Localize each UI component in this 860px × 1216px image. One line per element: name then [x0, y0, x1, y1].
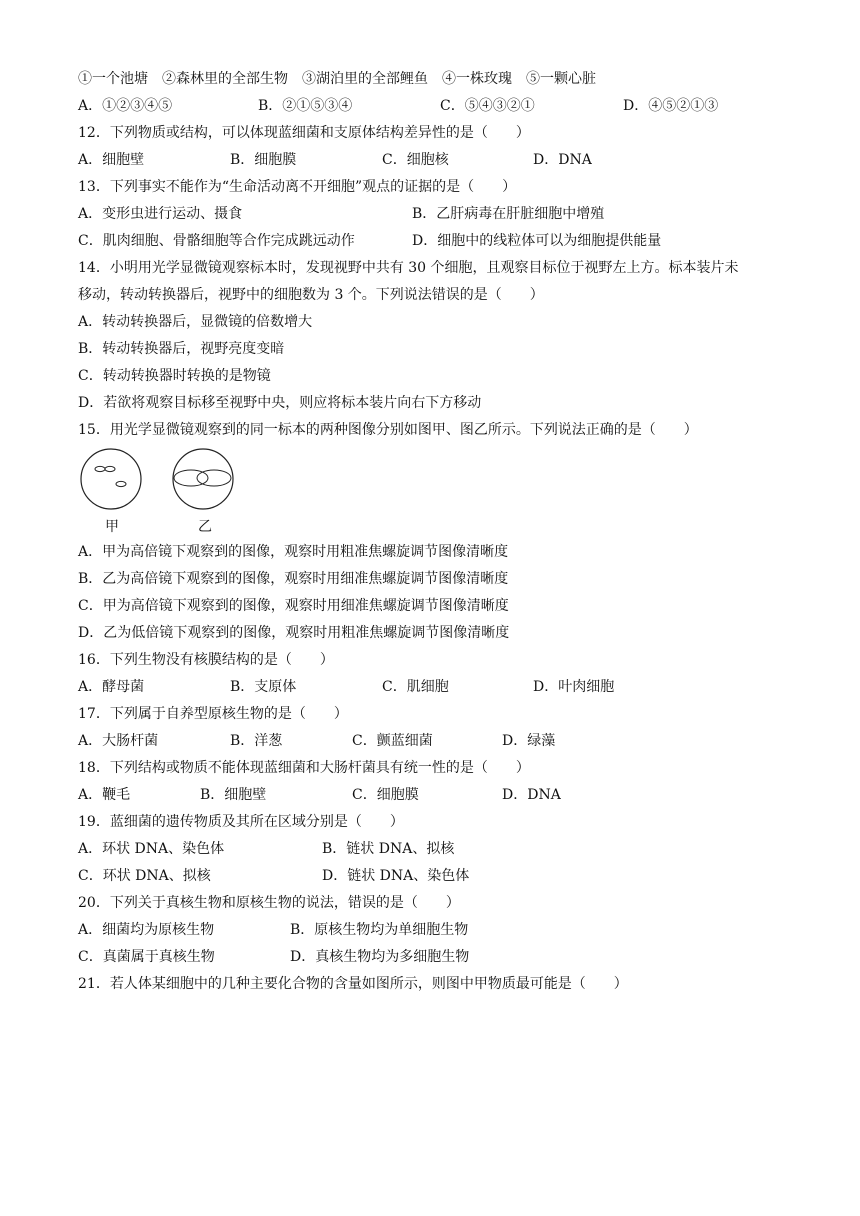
q12-option-c: C．细胞核 [382, 152, 449, 168]
q20-option-a: A．细菌均为原核生物 [78, 922, 215, 938]
q17-option-c: C．颤蓝细菌 [352, 733, 433, 749]
q20-option-c: C．真菌属于真核生物 [78, 949, 215, 965]
q11-option-d: D．④⑤②①③ [623, 98, 719, 114]
q13-option-b: B．乙肝病毒在肝脏细胞中增殖 [412, 206, 605, 222]
q13-option-d: D．细胞中的线粒体可以为细胞提供能量 [412, 233, 662, 249]
q16-option-a: A．酵母菌 [78, 679, 145, 695]
q13-stem: 13．下列事实不能作为“生命活动离不开细胞”观点的证据的是（ ） [78, 179, 517, 195]
q11-option-b: B．②①⑤③④ [258, 98, 353, 114]
q14-option-b: B．转动转换器后，视野亮度变暗 [78, 341, 285, 357]
q16-stem: 16．下列生物没有核膜结构的是（ ） [78, 652, 334, 668]
q12-option-a: A．细胞壁 [78, 152, 145, 168]
q13-option-c: C．肌肉细胞、骨骼细胞等合作完成跳远动作 [78, 233, 355, 249]
q14-option-c: C．转动转换器时转换的是物镜 [78, 368, 271, 384]
q15-stem: 15．用光学显微镜观察到的同一标本的两种图像分别如图甲、图乙所示。下列说法正确的是（ ） [78, 422, 698, 438]
q18-option-d: D．DNA [502, 787, 561, 803]
q20-option-d: D．真核生物均为多细胞生物 [290, 949, 470, 965]
q14-option-a: A．转动转换器后，显微镜的倍数增大 [78, 314, 313, 330]
q13-option-a: A．变形虫进行运动、摄食 [78, 206, 243, 222]
q15-figure-jia [78, 446, 144, 512]
q19-option-d: D．链状 DNA、染色体 [322, 868, 470, 884]
q15-figure-yi [170, 446, 236, 512]
q15-label-yi: 乙 [198, 519, 212, 535]
q20-option-b: B．原核生物均为单细胞生物 [290, 922, 469, 938]
q17-option-d: D．绿藻 [502, 733, 556, 749]
q15-label-jia: 甲 [105, 519, 119, 535]
q12-option-d: D．DNA [533, 152, 592, 168]
q14-stem-line1: 14．小明用光学显微镜观察标本时，发现视野中共有 30 个细胞，且观察目标位于视野左上方。标本装片未 [78, 260, 739, 276]
q15-option-c: C．甲为高倍镜下观察到的图像，观察时用细准焦螺旋调节图像清晰度 [78, 598, 509, 614]
q16-option-b: B．支原体 [230, 679, 297, 695]
q11-option-c: C．⑤④③②① [440, 98, 535, 114]
q11-items: ①一个池塘 ②森林里的全部生物 ③湖泊里的全部鲤鱼 ④一株玫瑰 ⑤一颗心脏 [78, 71, 596, 87]
q18-option-c: C．细胞膜 [352, 787, 419, 803]
q12-stem: 12．下列物质或结构，可以体现蓝细菌和支原体结构差异性的是（ ） [78, 125, 530, 141]
q19-option-b: B．链状 DNA、拟核 [322, 841, 455, 857]
q16-option-c: C．肌细胞 [382, 679, 449, 695]
q18-option-b: B．细胞壁 [200, 787, 267, 803]
q15-option-b: B．乙为高倍镜下观察到的图像，观察时用细准焦螺旋调节图像清晰度 [78, 571, 509, 587]
q19-stem: 19．蓝细菌的遗传物质及其所在区域分别是（ ） [78, 814, 404, 830]
q17-stem: 17．下列属于自养型原核生物的是（ ） [78, 706, 348, 722]
q17-option-b: B．洋葱 [230, 733, 283, 749]
q12-option-b: B．细胞膜 [230, 152, 297, 168]
q21-stem: 21．若人体某细胞中的几种主要化合物的含量如图所示，则图中甲物质最可能是（ ） [78, 976, 628, 992]
q15-option-d: D．乙为低倍镜下观察到的图像，观察时用粗准焦螺旋调节图像清晰度 [78, 625, 510, 641]
q15-option-a: A．甲为高倍镜下观察到的图像，观察时用粗准焦螺旋调节图像清晰度 [78, 544, 509, 560]
q14-stem-line2: 移动，转动转换器后，视野中的细胞数为 3 个。下列说法错误的是（ ） [78, 287, 544, 303]
q11-option-a: A．①②③④⑤ [78, 98, 173, 114]
q14-option-d: D．若欲将观察目标移至视野中央，则应将标本装片向右下方移动 [78, 395, 482, 411]
q19-option-c: C．环状 DNA、拟核 [78, 868, 211, 884]
q19-option-a: A．环状 DNA、染色体 [78, 841, 225, 857]
q16-option-d: D．叶肉细胞 [533, 679, 615, 695]
q18-stem: 18．下列结构或物质不能体现蓝细菌和大肠杆菌具有统一性的是（ ） [78, 760, 530, 776]
q20-stem: 20．下列关于真核生物和原核生物的说法，错误的是（ ） [78, 895, 460, 911]
q17-option-a: A．大肠杆菌 [78, 733, 159, 749]
q18-option-a: A．鞭毛 [78, 787, 131, 803]
